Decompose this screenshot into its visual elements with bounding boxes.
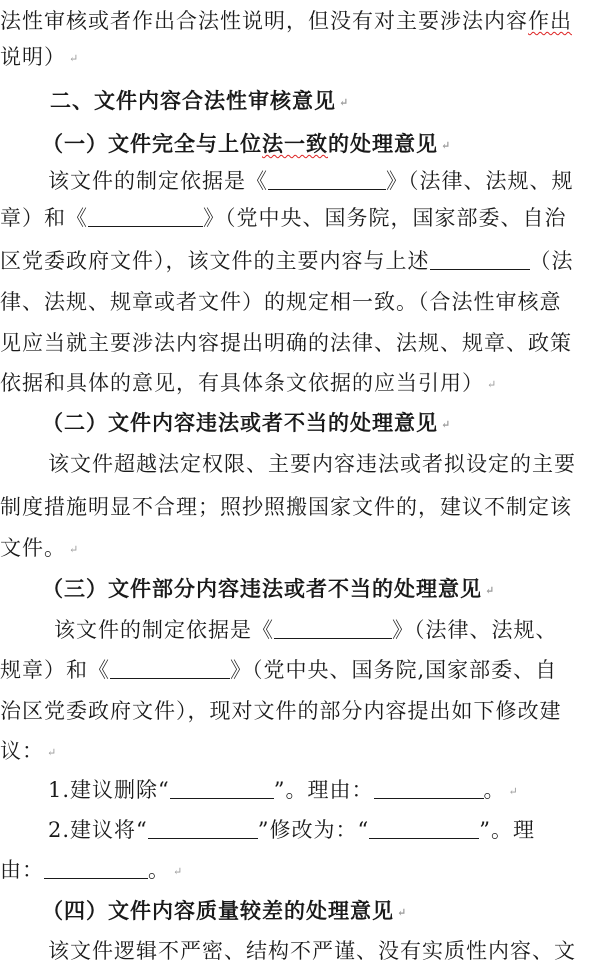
case2-line-2 [0,492,600,522]
text: ”。理由： [273,778,374,802]
text: ”。理 [479,818,536,842]
text: 。 [148,858,170,882]
intro-line-1 [0,6,600,36]
section-title [50,86,600,118]
text: 依据和具体的意见，有具体条文依据的应当引用） [0,371,484,395]
text: 由： [0,858,44,882]
text: 》（党中央、国务院,国家部委、自 [230,658,558,682]
heading-text: （一）文件完全与上位 [42,131,262,156]
case3-line-4 [0,736,600,768]
text: 该文件超越法定权限、主要内容违法或者拟设定的主要 [48,452,576,476]
text: 见应当就主要涉法内容提出明确的法律、法规、规章、政策 [0,331,572,355]
text: 律、法规、规章或者文件）的规定相一致。（合法性审核意 [0,290,562,314]
text: 文件。 [0,536,66,560]
case3-item-2 [48,815,600,845]
fill-in-blank[interactable] [44,858,148,879]
paragraph-mark-icon: ↵ [487,377,498,391]
text: 该文件的制定依据是《 [48,169,268,193]
spell-flagged-text: 作出 [528,9,572,33]
text: 说明） [0,45,66,69]
text: 规章）和《 [0,658,110,682]
text: 》（法律、法规、 [392,618,558,642]
paragraph-mark-icon: ↵ [47,745,58,759]
fill-in-blank[interactable] [374,778,484,799]
case1-heading [42,129,600,161]
fill-in-blank[interactable] [274,618,392,639]
paragraph-mark-icon: ↵ [173,864,184,878]
paragraph-mark-icon: ↵ [339,95,350,109]
paragraph-mark-icon: ↵ [397,905,408,919]
text: 制度措施明显不合理；照抄照搬国家文件的，建议不制定该 [0,495,572,519]
case2-line-3 [0,533,600,565]
case3-heading [42,574,600,606]
section-title-text: 二、文件内容合法性审核意见 [50,88,336,113]
text: 》（党中央、国务院，国家部委、自治 [203,206,567,230]
case2-heading [42,408,600,440]
text: 章）和《 [0,206,88,230]
case3-item-1 [48,775,600,807]
heading-text: （三）文件部分内容违法或者不当的处理意见 [42,576,482,601]
text: 》（法律、法规、规 [386,169,574,193]
fill-in-blank[interactable] [110,658,230,679]
text: 1.建议删除“ [48,778,170,802]
paragraph-mark-icon: ↵ [508,784,519,798]
paragraph-mark-icon: ↵ [485,583,496,597]
text: 该文件的制定依据是《 [54,618,274,642]
case1-line-4 [0,287,600,317]
fill-in-blank[interactable] [430,249,530,270]
text: 该文件逻辑不严密、结构不严谨、没有实质性内容、文 [48,939,576,963]
case3-item-2-cont [0,855,600,887]
text: ”修改为：“ [257,818,370,842]
paragraph-mark-icon: ↵ [441,417,452,431]
case3-line-1 [54,615,600,645]
case4-line-1 [48,936,600,966]
case1-line-1 [48,166,600,196]
text: 2.建议将“ [48,818,148,842]
case2-line-1 [48,449,600,479]
text: 区党委政府文件），该文件的主要内容与上述 [0,249,430,273]
case3-line-3 [0,696,600,726]
fill-in-blank[interactable] [170,778,274,799]
spell-flagged-text: 法一致 [262,131,328,156]
fill-in-blank[interactable] [148,818,258,839]
fill-in-blank[interactable] [268,169,386,190]
paragraph-mark-icon: ↵ [441,138,452,152]
fill-in-blank[interactable] [88,206,203,227]
case3-line-2 [0,655,600,685]
text: 议： [0,739,44,763]
text: 治区党委政府文件），现对文件的部分内容提出如下修改建 [0,699,562,723]
case1-line-2 [0,203,600,233]
text: （法 [529,249,574,273]
case1-line-3 [0,246,600,276]
case1-line-6 [0,368,600,400]
fill-in-blank[interactable] [369,818,479,839]
text: 。 [483,778,506,802]
heading-text: （四）文件内容质量较差的处理意见 [42,898,394,923]
heading-text: （二）文件内容违法或者不当的处理意见 [42,410,438,435]
case1-line-5 [0,328,600,358]
heading-text: 的处理意见 [328,131,438,156]
text: 法性审核或者作出合法性说明，但没有对主要涉法内容 [0,9,528,33]
paragraph-mark-icon: ↵ [69,542,80,556]
case4-heading [42,896,600,928]
intro-line-2 [0,42,600,74]
paragraph-mark-icon: ↵ [69,51,80,65]
